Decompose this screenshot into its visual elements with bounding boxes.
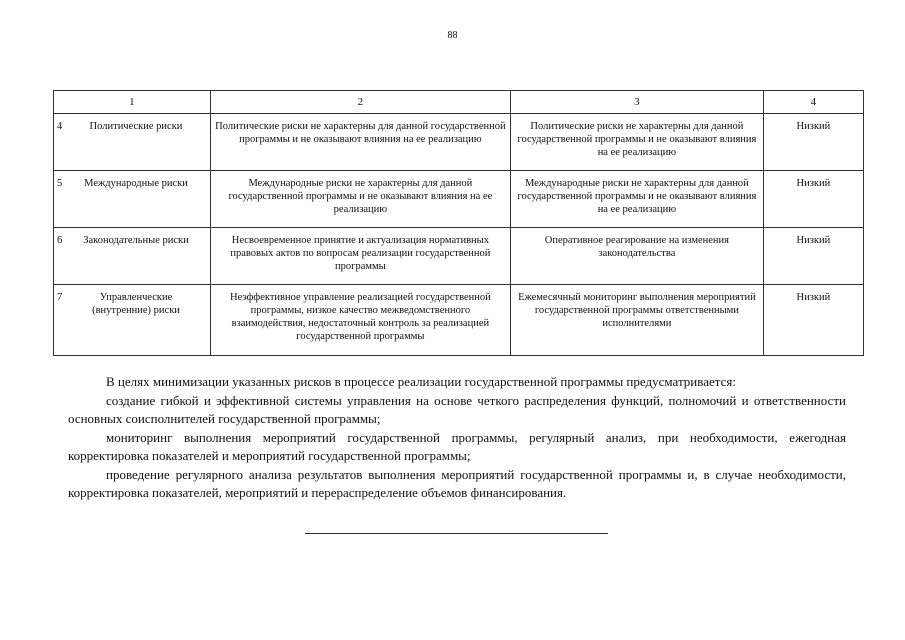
- risk-level: Низкий: [763, 285, 863, 356]
- risk-number: 5: [57, 178, 63, 189]
- table-row: [54, 171, 864, 228]
- risk-level: Низкий: [763, 114, 863, 171]
- table-row: [54, 114, 864, 171]
- body-text: [68, 373, 846, 503]
- table-row: [54, 228, 864, 285]
- risk-name: Законодательные риски: [83, 235, 189, 246]
- risk-name-cell: [54, 171, 211, 228]
- risk-measures: Международные риски не характерны для данной государственной программы и не оказывают влияния на ее реализацию: [511, 171, 764, 228]
- paragraph: проведение регулярного анализа результатов выполнения мероприятий государственной программы и, в случае необходимости, корректировка показателей, мероприятий и перераспределение объемов финансирования.: [68, 466, 846, 500]
- risk-measures: Ежемесячный мониторинг выполнения мероприятий государственной программы ответственными исполнителями: [511, 285, 764, 356]
- table-row: [54, 285, 864, 356]
- risk-number: 4: [57, 121, 63, 132]
- header-cell-3: 3: [511, 91, 764, 114]
- risk-level: Низкий: [763, 171, 863, 228]
- risk-measures: Политические риски не характерны для данной государственной программы и не оказывают влияния на ее реализацию: [511, 114, 764, 171]
- risk-name: Политические риски: [89, 121, 183, 132]
- header-cell-1: 1: [54, 91, 211, 114]
- risk-description: Международные риски не характерны для данной государственной программы и не оказывают влияния на ее реализацию: [210, 171, 510, 228]
- risk-level: Низкий: [763, 228, 863, 285]
- risk-name-cell: [54, 228, 211, 285]
- header-cell-4: 4: [763, 91, 863, 114]
- risk-number: 7: [57, 292, 63, 303]
- table-header-row: [54, 91, 864, 114]
- end-separator-line: [305, 533, 608, 534]
- risk-number: 6: [57, 235, 63, 246]
- paragraph: создание гибкой и эффективной системы управления на основе четкого распределения функций, полномочий и ответственности основных соисполнителей государственной программы;: [68, 392, 846, 426]
- paragraph: мониторинг выполнения мероприятий государственной программы, регулярный анализ, при необходимости, ежегодная корректировка показателей и мероприятий государственной программы;: [68, 429, 846, 463]
- risk-description: Политические риски не характерны для данной государственной программы и не оказывают влияния на ее реализацию: [210, 114, 510, 171]
- risk-measures: Оперативное реагирование на изменения законодательства: [511, 228, 764, 285]
- paragraph: В целях минимизации указанных рисков в процессе реализации государственной программы предусматривается:: [106, 374, 736, 389]
- header-cell-2: 2: [210, 91, 510, 114]
- risk-name: Международные риски: [84, 178, 188, 189]
- risk-name: Управленческие (внутренние) риски: [92, 292, 180, 316]
- page-number: 88: [447, 30, 458, 41]
- risks-table: [53, 90, 864, 356]
- risk-name-cell: [54, 285, 211, 356]
- risk-name-cell: [54, 114, 211, 171]
- risk-description: Неэффективное управление реализацией государственной программы, низкое качество межведомственного взаимодействия, недостаточный контроль за реализацией государственной программы: [210, 285, 510, 356]
- risk-description: Несвоевременное принятие и актуализация нормативных правовых актов по вопросам реализации государственной программы: [210, 228, 510, 285]
